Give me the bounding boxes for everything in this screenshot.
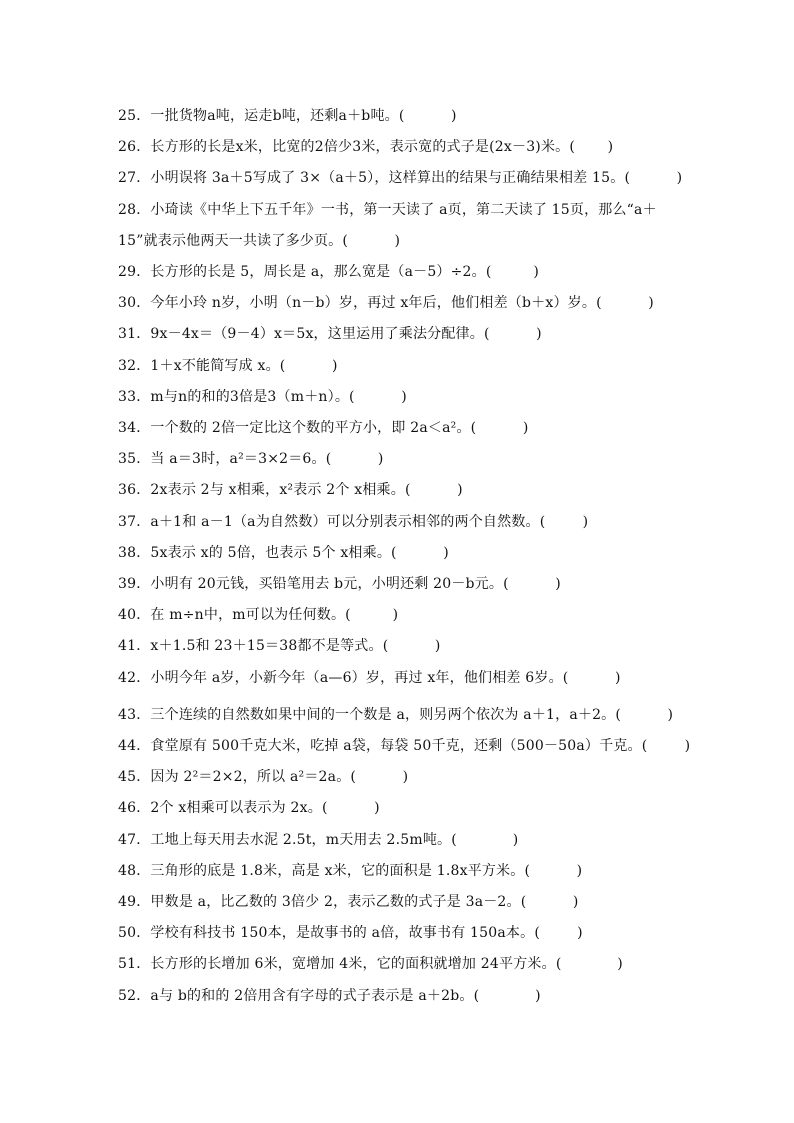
question-number: 38． [118, 544, 151, 561]
answer-blank[interactable]: ( ) [404, 482, 463, 499]
question-text: 小明有 20元钱，买铅笔用去 b元，小明还剩 20－b元。 [150, 576, 504, 593]
answer-blank[interactable]: ( ) [569, 139, 614, 156]
question-text: 5x表示 x的 5倍，也表示 5个 x相乘。 [150, 544, 392, 561]
question-item [118, 163, 718, 194]
question-number: 49． [118, 894, 151, 911]
question-text: 甲数是 a，比乙数的 3倍少 2，表示乙数的式子是 3a－2。 [150, 894, 521, 911]
question-text: m与n的和的3倍是3（m＋n）。 [150, 388, 350, 405]
answer-blank[interactable]: ( ) [451, 831, 519, 848]
question-text: 因为 2²＝2×2，所以 a²＝2a。 [150, 769, 351, 786]
question-item [118, 195, 688, 257]
question-number: 41． [118, 638, 151, 655]
question-item [118, 918, 718, 949]
question-item [118, 887, 718, 918]
question-item [118, 856, 718, 887]
question-item [118, 825, 718, 856]
question-item [118, 663, 718, 694]
question-number: 26． [118, 139, 151, 156]
answer-blank[interactable]: ( ) [615, 706, 674, 723]
question-item [118, 288, 718, 319]
question-item [118, 319, 718, 350]
question-text: 2个 x相乘可以表示为 2x。 [150, 800, 322, 817]
answer-blank[interactable]: ( ) [596, 295, 654, 312]
answer-blank[interactable]: ( ) [641, 738, 691, 755]
question-text: 今年小玲 n岁，小明（n－b）岁，再过 x年后，他们相差（b＋x）岁。 [150, 295, 597, 312]
question-item [118, 949, 718, 980]
question-number: 25． [118, 108, 151, 124]
question-item [118, 101, 718, 132]
question-item [118, 132, 718, 163]
answer-blank[interactable]: ( ) [349, 388, 407, 405]
answer-blank[interactable]: ( ) [534, 925, 583, 942]
question-text: 9x－4x＝（9－4）x＝5x，这里运用了乘法分配律。 [150, 326, 484, 343]
question-text: a与 b的和的 2倍用含有字母的式子表示是 a＋2b。 [150, 987, 474, 1004]
answer-blank[interactable]: ( ) [321, 800, 380, 817]
question-number: 51． [118, 956, 151, 973]
answer-blank[interactable]: ( ) [483, 326, 542, 343]
question-text: 在 m÷n中，m可以为任何数。 [150, 607, 346, 624]
question-text: 2x表示 2与 x相乘，x²表示 2个 x相乘。 [150, 482, 405, 499]
answer-blank[interactable]: ( ) [391, 544, 449, 561]
question-text: 小琦读《中华上下五千年》一书，第一天读了 a页，第二天读了 15页，那么“a＋15”就表示他两天一共读了多少页。 [118, 201, 657, 249]
question-number: 42． [118, 669, 151, 686]
answer-blank[interactable]: ( ) [382, 638, 441, 655]
answer-blank[interactable]: ( ) [350, 769, 409, 786]
question-text: 小明误将 3a＋5写成了 3×（a＋5），这样算出的结果与正确结果相差 15。 [150, 170, 625, 187]
question-text: x＋1.5和 23＋15＝38都不是等式。 [150, 638, 383, 655]
question-number: 52． [118, 987, 151, 1004]
question-number: 48． [118, 862, 151, 879]
question-item [118, 631, 718, 662]
question-item [118, 600, 718, 631]
question-number: 33． [118, 388, 151, 405]
question-number: 35． [118, 451, 151, 468]
question-list [118, 101, 718, 1012]
question-number: 32． [118, 357, 151, 374]
question-item [118, 507, 718, 538]
question-number: 34． [118, 420, 151, 437]
question-number: 44． [118, 738, 151, 755]
question-number: 30． [118, 295, 151, 312]
answer-blank[interactable]: ( ) [624, 170, 683, 187]
question-text: 长方形的长是 5，周长是 a，那么宽是（a－5）÷2。 [150, 264, 486, 281]
question-item [118, 700, 718, 731]
question-item [118, 475, 718, 506]
question-text: 一个数的 2倍一定比这个数的平方小，即 2a＜a²。 [150, 420, 471, 437]
answer-blank[interactable]: ( ) [345, 607, 399, 624]
question-text: 工地上每天用去水泥 2.5t，m天用去 2.5m吨。 [150, 831, 452, 848]
question-item [118, 444, 718, 475]
question-text: 食堂原有 500千克大米，吃掉 a袋，每袋 50千克，还剩（500－50a）千克。 [150, 738, 642, 755]
answer-blank[interactable]: ( ) [398, 108, 457, 124]
question-text: 三角形的底是 1.8米，高是 x米，它的面积是 1.8x平方米。 [150, 862, 525, 879]
question-text: 长方形的长是x米，比宽的2倍少3米，表示宽的式子是(2x－3)米。 [150, 139, 570, 156]
question-number: 43． [118, 706, 151, 723]
question-item [118, 538, 718, 569]
answer-blank[interactable]: ( ) [503, 576, 561, 593]
question-number: 37． [118, 513, 151, 530]
question-item [118, 569, 718, 600]
question-item [118, 762, 718, 793]
question-text: 学校有科技书 150本，是故事书的 a倍，故事书有 150a本。 [150, 925, 535, 942]
question-number: 50． [118, 925, 151, 942]
answer-blank[interactable]: ( ) [539, 513, 589, 530]
answer-blank[interactable]: ( ) [473, 987, 541, 1004]
answer-blank[interactable]: ( ) [325, 451, 384, 468]
question-number: 36． [118, 482, 151, 499]
question-text: 1＋x不能简写成 x。 [150, 357, 280, 374]
question-text: 小明今年 a岁，小新今年（a—6）岁，再过 x年，他们相差 6岁。 [150, 669, 563, 686]
answer-blank[interactable]: ( ) [524, 862, 583, 879]
question-text: 当 a＝3时，a²＝3×2＝6。 [150, 451, 326, 468]
question-item [118, 257, 718, 288]
question-number: 45． [118, 769, 151, 786]
question-item [118, 413, 718, 444]
question-text: 三个连续的自然数如果中间的一个数是 a，则另两个依次为 a＋1，a＋2。 [150, 706, 616, 723]
answer-blank[interactable]: ( ) [279, 357, 338, 374]
answer-blank[interactable]: ( ) [470, 420, 529, 437]
question-text: 一批货物a吨，运走b吨，还剩a＋b吨。 [150, 108, 399, 124]
question-number: 46． [118, 800, 151, 817]
question-item [118, 382, 718, 413]
question-number: 27． [118, 170, 151, 187]
question-number: 31． [118, 326, 151, 343]
question-text: 长方形的长增加 6米，宽增加 4米，它的面积就增加 24平方米。 [150, 956, 556, 973]
question-text: a＋1和 a－1（a为自然数）可以分别表示相邻的两个自然数。 [150, 513, 540, 530]
answer-blank[interactable]: ( ) [485, 264, 540, 281]
question-number: 28． [118, 201, 151, 218]
question-number: 29． [118, 264, 151, 281]
question-number: 40． [118, 607, 151, 624]
question-item [118, 793, 718, 824]
answer-blank[interactable]: ( ) [562, 669, 621, 686]
answer-blank[interactable]: ( ) [520, 894, 579, 911]
answer-blank[interactable]: ( ) [555, 956, 623, 973]
question-item [118, 731, 718, 762]
question-number: 39． [118, 576, 151, 593]
question-item [118, 351, 718, 382]
question-number: 47． [118, 831, 151, 848]
question-item [118, 981, 718, 1012]
answer-blank[interactable]: ( ) [342, 232, 401, 249]
